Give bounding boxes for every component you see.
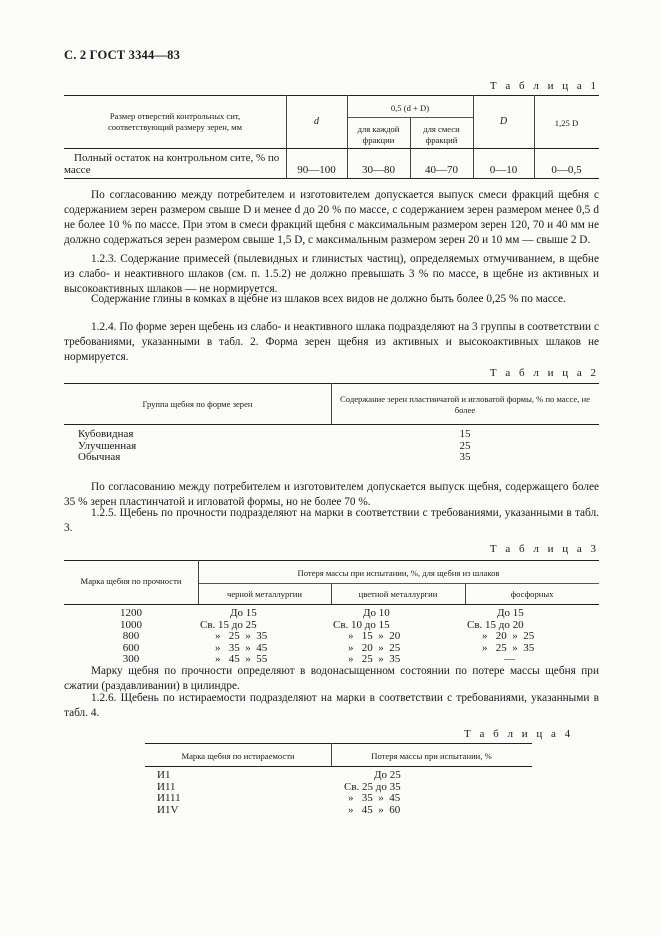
table2-group: Кубовидная [78, 428, 134, 440]
table4-head-grade: Марка щебня по истираемости [181, 751, 295, 761]
table1-value: 0—0,5 [551, 164, 582, 176]
table1-row-label: Полный остаток на контрольном сите, % по массе [64, 152, 280, 176]
table2-head-content: Содержание зерен пластинчатой и игловатой формы, % по массе, не более [340, 394, 590, 415]
table4-values [344, 770, 401, 816]
table3-cell: Св. 10 до 15 [333, 618, 390, 631]
table3-grade: 600 [122, 641, 140, 654]
table1-caption: Т а б л и ц а 1 [489, 80, 599, 92]
table2-group: Улучшенная [78, 439, 137, 452]
table1-head-size: Размер отверстий контрольных сит, соответствующий размеру зерен, мм [107, 111, 243, 132]
table3-head-grade: Марка щебня по прочности [80, 576, 182, 586]
table4-head-loss: Потеря массы при испытании, % [371, 751, 492, 761]
table1-head-d: d [314, 116, 319, 127]
table1-head-mid: 0,5 (d + D) [390, 103, 430, 113]
paragraph-1-2-5: 1.2.5. Щебень по прочности подразделяют на марки в соответствии с требованиями, указанными в табл. 3. [64, 507, 599, 534]
table1-value: 30—80 [362, 164, 395, 176]
table4-value: » 35 » 45 [348, 792, 401, 805]
table3-head-loss: Потеря массы при испытании, %, для щебня из шлаков [297, 568, 500, 578]
table1-head-sub2: для смеси фракций [423, 124, 460, 145]
table2-value: 25 [459, 439, 471, 452]
table4-grades [157, 770, 181, 816]
table3-grade: 300 [122, 653, 140, 666]
table3-cell: » 20 » 25 [348, 641, 401, 654]
table3-cell: Св. 15 до 20 [467, 618, 524, 631]
table3-col-phosphorus [467, 608, 534, 666]
table1-head-D: D [499, 116, 508, 127]
table3-cell: » 25 » 35 [482, 641, 535, 654]
table3-head-phosphorus: фосфорных [510, 589, 554, 599]
table2-groups [78, 429, 136, 464]
table3-cell: » 35 » 45 [215, 641, 268, 654]
table1-value: 40—70 [425, 164, 458, 176]
table1-value: 0—10 [489, 164, 518, 176]
table4-grade: И11 [157, 780, 176, 793]
table3-grade: 1200 [120, 607, 142, 619]
table3-col-ferrous [200, 608, 267, 666]
table3-cell: До 10 [363, 607, 390, 619]
table3-cell: » 25 » 35 [215, 630, 268, 643]
table2-caption: Т а б л и ц а 2 [489, 367, 599, 379]
table4-value: » 45 » 60 [348, 803, 401, 816]
table3-grade: 1000 [120, 618, 142, 631]
table1-head-125D: 1,25 D [554, 118, 579, 128]
paragraph-1-2-3: 1.2.3. Содержание примесей (пылевидных и глинистых частиц), определяемых отмучиванием, в щебне из слабо- и неактивного шлаков (см. п. 1.5.2) не должно превышать 3 % по массе, в щебне из активных и высокоактивных шлаков — не нормируется. [64, 253, 599, 295]
table2-value: 35 [459, 451, 471, 464]
table3-cell: До 15 [230, 607, 257, 619]
page-header: С. 2 ГОСТ 3344—83 [64, 48, 181, 62]
table3-caption: Т а б л и ц а 3 [489, 543, 599, 555]
table4-grade: И111 [157, 792, 181, 805]
paragraph: Марку щебня по прочности определяют в водонасыщенном состоянии по потере массы щебня при сжатии (раздавливании) в цилиндре. [64, 665, 599, 692]
table2-group: Обычная [78, 451, 121, 464]
table3-cell: » 25 » 35 [348, 653, 401, 666]
table3-cell: » 45 » 55 [215, 653, 268, 666]
table3-cell: Св. 15 до 25 [200, 618, 257, 631]
table4-caption: Т а б л и ц а 4 [464, 728, 574, 740]
table4-value: Св. 25 до 35 [344, 780, 401, 793]
table3-head-ferrous: черной металлургии [227, 589, 302, 599]
table3-cell: » 20 » 25 [482, 630, 535, 643]
paragraph-1-2-6: 1.2.6. Щебень по истираемости подразделяют на марки в соответствии с требованиями, указанными в табл. 4. [64, 692, 599, 719]
table4-grade: И1 [157, 769, 171, 781]
table3-cell: » 15 » 20 [348, 630, 401, 643]
table4-grade: И1V [157, 803, 179, 816]
paragraph-1-2-4: 1.2.4. По форме зерен щебень из слабо- и неактивного шлака подразделяют на 3 группы в соответствии с требованиями, указанными в табл. 2. Форма зерен щебня из активных и высокоактивных шлаков не нормируется. [64, 321, 599, 363]
table1-head-sub1: для каждой фракции [357, 124, 400, 145]
table2-values [331, 429, 599, 464]
table3-cell: — [504, 653, 515, 666]
table3-grade: 800 [122, 630, 140, 643]
table2-value: 15 [459, 428, 471, 440]
table4-value: До 25 [374, 769, 401, 781]
paragraph: По согласованию между потребителем и изготовителем допускается выпуск щебня, содержащего более 35 % зерен пластинчатой и игловатой формы, но не более 70 %. [64, 481, 599, 508]
table3-cell: До 15 [497, 607, 524, 619]
table3-grades [64, 608, 198, 666]
table2-head-group: Группа щебня по форме зерен [142, 399, 253, 409]
table3-col-nonferrous [333, 608, 400, 666]
paragraph: По согласованию между потребителем и изготовителем допускается выпуск смеси фракций щебня с содержанием зерен размером свыше D и менее d до 20 % по массе, с содержанием зерен размером менее 0,5 d не более 10 % по массе. При этом в смеси фракций щебня с максимальным размером зерен 120, 70 и 40 мм не должно содержаться зерен размером свыше 1,5 D, с максимальным размером зерен 20 и 10 мм — свыше 2 D. [64, 189, 599, 246]
paragraph: Содержание глины в комках в щебне из шлаков всех видов не должно быть более 0,25 % по массе. [91, 293, 566, 305]
table1-value: 90—100 [297, 164, 336, 176]
table3-head-nonferrous: цветной металлургии [358, 589, 438, 599]
